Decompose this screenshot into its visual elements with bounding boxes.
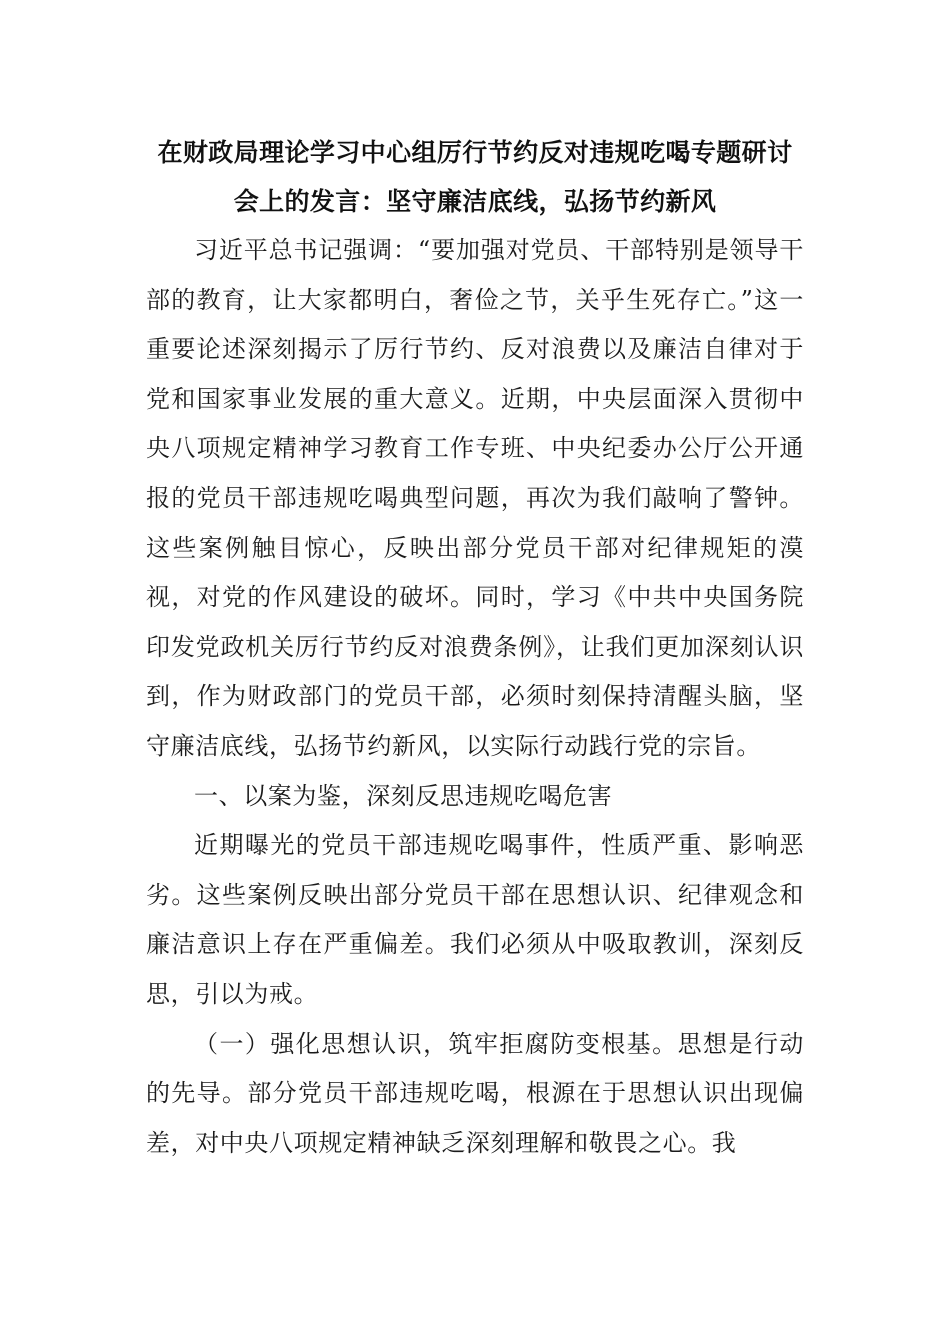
title-line-1: 在财政局理论学习中心组厉行节约反对违规吃喝专题研讨	[157, 138, 793, 167]
subsection-1-paragraph: （一）强化思想认识，筑牢拒腐防变根基。思想是行动的先导。部分党员干部违规吃喝，根源在于思想认识出现偏差，对中央八项规定精神缺乏深刻理解和敬畏之心。我	[146, 1029, 804, 1157]
document-body	[146, 128, 804, 1168]
section-heading-1: 一、以案为鉴，深刻反思违规吃喝危害	[194, 781, 613, 810]
intro-paragraph: 习近平总书记强调：“要加强对党员、干部特别是领导干部的教育，让大家都明白，奢俭之节，关乎生死存亡。”这一重要论述深刻揭示了厉行节约、反对浪费以及廉洁自律对于党和国家事业发展的重大意义。近期，中央层面深入贯彻中央八项规定精神学习教育工作专班、中央纪委办公厅公开通报的党员干部违规吃喝典型问题，再次为我们敲响了警钟。这些案例触目惊心，反映出部分党员干部对纪律规矩的漠视，对党的作风建设的破坏。同时，学习《中共中央国务院印发党政机关厉行节约反对浪费条例》，让我们更加深刻认识到，作为财政部门的党员干部，必须时刻保持清醒头脑，坚守廉洁底线，弘扬节约新风，以实际行动践行党的宗旨。	[146, 236, 804, 760]
document-title	[146, 128, 804, 226]
section-1-paragraph: 近期曝光的党员干部违规吃喝事件，性质严重、影响恶劣。这些案例反映出部分党员干部在思想认识、纪律观念和廉洁意识上存在严重偏差。我们必须从中吸取教训，深刻反思，引以为戒。	[146, 831, 804, 1008]
title-line-2: 会上的发言：坚守廉洁底线，弘扬节约新风	[233, 187, 717, 216]
